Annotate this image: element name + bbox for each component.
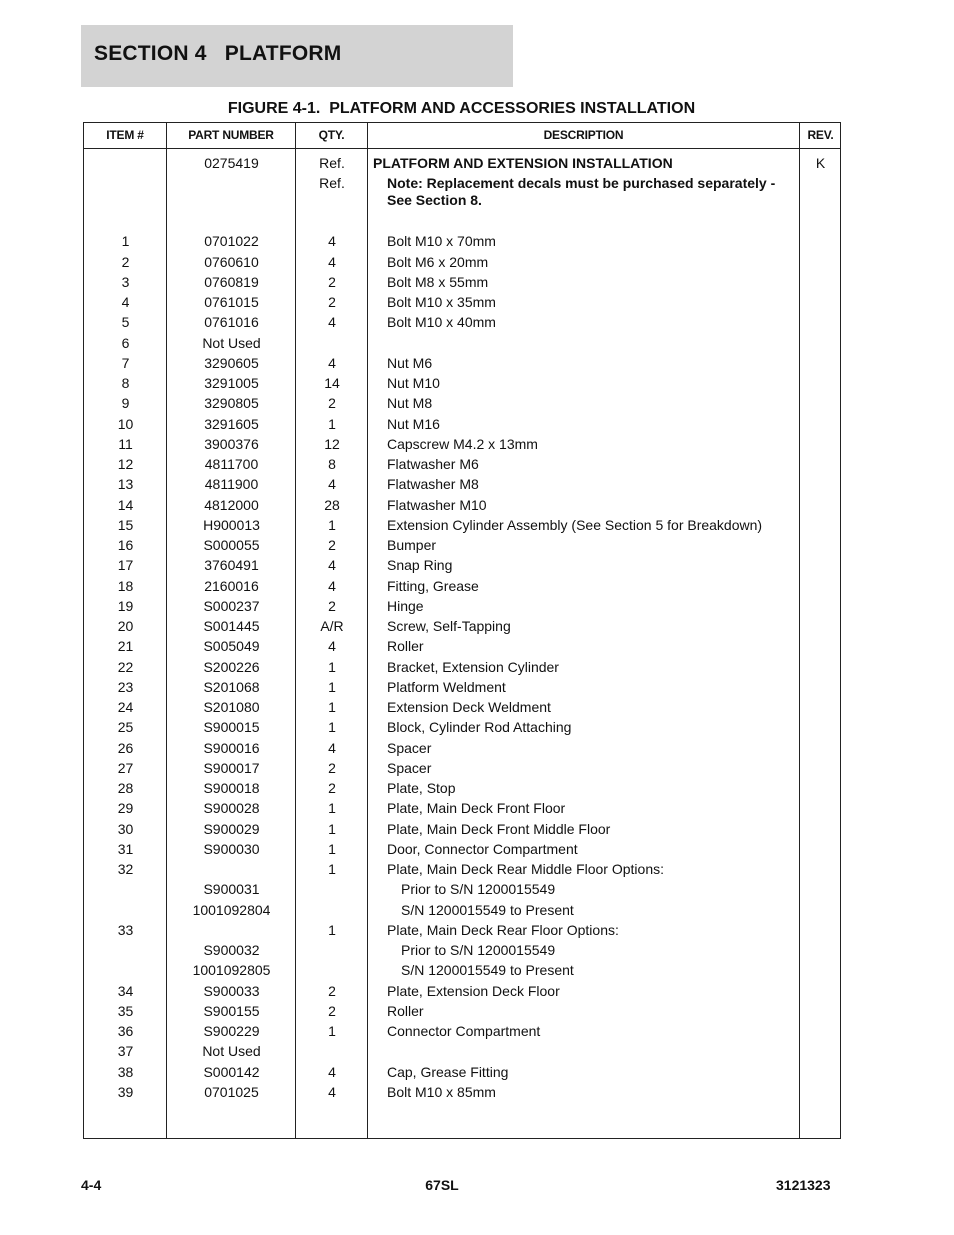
item-number: 15 [117, 516, 134, 533]
description: Fitting, Grease [387, 577, 479, 594]
description: Capscrew M4.2 x 13mm [387, 435, 538, 452]
part-number: S900030 [203, 840, 260, 857]
header-item: ITEM # [106, 128, 144, 142]
quantity: 4 [328, 1083, 336, 1100]
item-number: 12 [117, 456, 134, 472]
part-number: 3760491 [204, 557, 259, 574]
item-number: 11 [118, 435, 133, 452]
part-number: 3900376 [204, 435, 259, 452]
description: Bolt M8 x 55mm [387, 273, 489, 290]
item-number: 30 [117, 820, 134, 837]
description: Extension Deck Weldment [387, 699, 551, 715]
part-number: 2160016 [204, 577, 259, 594]
description: Roller [387, 1002, 424, 1019]
section-title: SECTION 4 PLATFORM [94, 42, 342, 65]
description: Plate, Main Deck Front Middle Floor [387, 820, 611, 837]
quantity: 1 [328, 820, 336, 837]
description: Block, Cylinder Rod Attaching [387, 719, 572, 736]
item-number: 17 [117, 557, 134, 574]
description: Plate, Stop [387, 780, 456, 796]
description: Snap Ring [387, 557, 453, 574]
part-number: 1001092804 [192, 901, 271, 918]
page-number: 4-4 [81, 1177, 102, 1193]
item-number: 19 [117, 597, 134, 614]
item-number: 34 [117, 982, 134, 999]
item-number: 18 [117, 577, 134, 594]
description: Hinge [387, 597, 424, 614]
description: Bolt M10 x 40mm [387, 314, 496, 331]
header-divider [84, 148, 840, 149]
description: Bolt M6 x 20mm [387, 253, 489, 270]
quantity: 4 [328, 233, 336, 250]
item-number: 8 [121, 375, 130, 391]
part-number: Not Used [202, 334, 261, 351]
description: PLATFORM AND EXTENSION INSTALLATION [373, 155, 673, 171]
part-number: 0701025 [204, 1083, 259, 1100]
part-number: 4811700 [204, 456, 259, 472]
item-number: 21 [117, 638, 134, 655]
item-number: 16 [117, 537, 134, 553]
description: Prior to S/N 1200015549 [401, 881, 556, 898]
header-qty: QTY. [318, 128, 345, 142]
quantity: 8 [328, 456, 336, 472]
part-number: S000237 [203, 597, 260, 614]
quantity: 1 [328, 1023, 336, 1039]
description: Connector Compartment [387, 1023, 541, 1039]
quantity: 2 [328, 537, 336, 553]
description: Bolt M10 x 85mm [387, 1083, 496, 1100]
part-number: S201080 [203, 699, 260, 715]
quantity: 4 [328, 577, 336, 594]
item-number: 35 [117, 1002, 134, 1019]
item-number: 4 [121, 294, 130, 310]
quantity: 1 [328, 921, 336, 938]
description: Roller [387, 638, 424, 655]
section-banner [81, 25, 513, 87]
part-number: 0761015 [204, 294, 259, 310]
part-number: S201068 [203, 678, 260, 695]
description: Spacer [387, 759, 432, 776]
part-number: S000055 [203, 537, 260, 553]
quantity: 1 [328, 699, 336, 715]
quantity: 4 [328, 253, 336, 270]
part-number: 3290605 [204, 354, 259, 371]
part-number: S900015 [203, 719, 260, 736]
item-number: 7 [121, 354, 130, 371]
item-number: 38 [117, 1063, 134, 1080]
item-number: 37 [117, 1043, 134, 1060]
part-number: 1001092805 [192, 962, 271, 979]
part-number: S005049 [203, 638, 260, 655]
description: Bumper [387, 537, 437, 553]
quantity: 4 [328, 1063, 336, 1080]
part-number: S900033 [203, 982, 260, 999]
quantity: 2 [328, 1002, 336, 1019]
item-number: 32 [117, 861, 134, 877]
revision: K [815, 155, 826, 171]
item-number: 33 [117, 921, 134, 938]
description: Flatwasher M10 [387, 496, 487, 513]
quantity: 2 [328, 982, 336, 999]
part-number: S001445 [203, 618, 260, 634]
part-number: H900013 [203, 516, 260, 533]
quantity: 2 [328, 597, 336, 614]
part-number: S900028 [203, 800, 260, 817]
header-rev: REV. [807, 128, 834, 142]
description: Plate, Main Deck Rear Floor Options: [387, 921, 619, 938]
item-number: 24 [117, 699, 134, 715]
doc-number: 3121323 [776, 1177, 831, 1193]
quantity: 2 [328, 759, 336, 776]
quantity: 12 [324, 435, 340, 452]
part-number: S900029 [203, 820, 260, 837]
description: Platform Weldment [387, 678, 506, 695]
quantity: 4 [328, 354, 336, 371]
quantity: 1 [328, 861, 336, 877]
part-number: S900032 [203, 942, 260, 958]
item-number: 29 [117, 800, 134, 817]
item-number: 2 [121, 253, 130, 270]
item-number: 5 [121, 314, 130, 331]
part-number: 3290805 [204, 395, 259, 412]
item-number: 10 [117, 415, 134, 432]
quantity: 2 [328, 395, 336, 412]
description: Plate, Main Deck Rear Middle Floor Options: [387, 861, 664, 877]
quantity: 4 [328, 739, 336, 756]
part-number: 4812000 [204, 496, 259, 513]
quantity: 4 [328, 476, 336, 493]
quantity: 1 [328, 719, 336, 736]
item-number: 25 [117, 719, 134, 736]
description: Screw, Self-Tapping [387, 618, 511, 634]
quantity: 14 [324, 375, 340, 391]
quantity: 4 [328, 638, 336, 655]
quantity: 4 [328, 557, 336, 574]
quantity: 2 [328, 294, 336, 310]
part-number: 0701022 [204, 233, 259, 250]
description: Plate, Main Deck Front Floor [387, 800, 566, 817]
part-number: 3291005 [204, 375, 259, 391]
part-number: S900018 [203, 780, 260, 796]
part-number: S900016 [203, 739, 260, 756]
part-number: S900031 [203, 881, 260, 898]
description: Nut M16 [387, 415, 440, 432]
item-number: 14 [117, 496, 134, 513]
quantity: 1 [328, 678, 336, 695]
description: Flatwasher M6 [387, 456, 479, 472]
quantity: 1 [328, 658, 336, 675]
item-number: 27 [117, 759, 134, 776]
part-number: S200226 [203, 658, 260, 675]
model-name: 67SL [425, 1177, 459, 1193]
item-number: 20 [117, 618, 134, 634]
quantity: 28 [324, 496, 340, 513]
description: Door, Connector Compartment [387, 840, 578, 857]
part-number: S900155 [203, 1002, 260, 1019]
part-number: 0760819 [204, 273, 259, 290]
header-description: DESCRIPTION [543, 128, 624, 142]
figure-title: FIGURE 4-1. PLATFORM AND ACCESSORIES INSTALLATION [227, 100, 696, 117]
item-number: 3 [121, 273, 130, 290]
item-number: 23 [117, 678, 134, 695]
quantity: A/R [320, 618, 344, 634]
part-number: 4811900 [204, 476, 259, 493]
item-number: 6 [121, 334, 130, 351]
item-number: 36 [117, 1023, 134, 1039]
quantity: 4 [328, 314, 336, 331]
item-number: 13 [117, 476, 134, 493]
description: Nut M8 [387, 395, 433, 412]
part-number: S900017 [203, 759, 260, 776]
item-number: 22 [117, 658, 134, 675]
description: Note: Replacement decals must be purchased separately - See Section 8. [387, 175, 776, 209]
part-number: 0275419 [204, 155, 259, 171]
part-number: 0760610 [204, 253, 259, 270]
description: Bolt M10 x 35mm [387, 294, 496, 310]
part-number: 3291605 [204, 415, 259, 432]
item-number: 1 [121, 233, 130, 250]
column-divider [799, 123, 800, 1138]
quantity: 1 [328, 840, 336, 857]
item-number: 28 [117, 780, 134, 796]
part-number: S900229 [203, 1023, 260, 1039]
item-number: 9 [121, 395, 130, 412]
description: Nut M10 [387, 375, 440, 391]
description: Prior to S/N 1200015549 [401, 942, 556, 958]
description: S/N 1200015549 to Present [401, 901, 574, 918]
header-part-number: PART NUMBER [188, 128, 274, 142]
description: Nut M6 [387, 354, 433, 371]
parts-table [83, 122, 841, 1139]
description: S/N 1200015549 to Present [401, 962, 574, 979]
description: Bolt M10 x 70mm [387, 233, 496, 250]
item-number: 26 [117, 739, 134, 756]
description: Plate, Extension Deck Floor [387, 982, 560, 999]
part-number: Not Used [202, 1043, 261, 1060]
description: Spacer [387, 739, 432, 756]
description: Bracket, Extension Cylinder [387, 658, 559, 675]
quantity: Ref. [319, 175, 345, 192]
quantity: 1 [328, 415, 336, 432]
description: Flatwasher M8 [387, 476, 479, 493]
part-number: S000142 [203, 1063, 260, 1080]
quantity: 2 [328, 273, 336, 290]
description: Cap, Grease Fitting [387, 1063, 509, 1080]
part-number: 0761016 [204, 314, 259, 331]
quantity: 1 [328, 800, 336, 817]
quantity: 1 [328, 516, 336, 533]
item-number: 31 [117, 840, 134, 857]
quantity: Ref. [319, 155, 345, 171]
item-number: 39 [117, 1083, 134, 1100]
description: Extension Cylinder Assembly (See Section 5 for Breakdown) [387, 516, 763, 533]
quantity: 2 [328, 780, 336, 796]
